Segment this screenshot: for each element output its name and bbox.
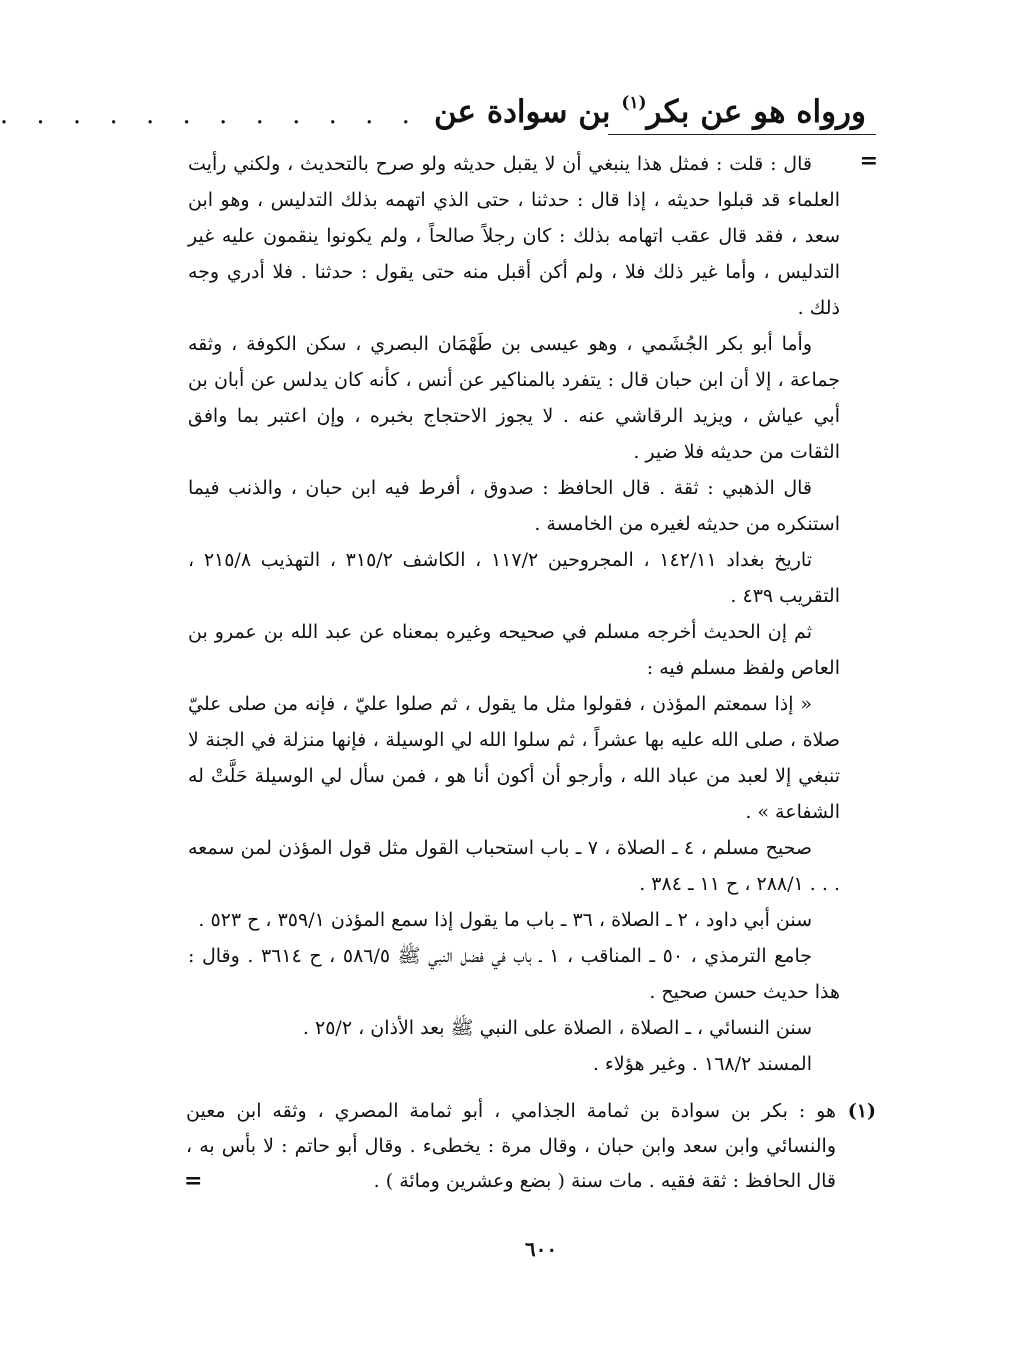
running-heading	[0, 78, 866, 130]
reference-tirmidhi: جامع الترمذي ، ٥٠ ـ المناقب ، ١ ـ باب في فضل النبي ﷺ ٥٨٦/٥ ، ح ٣٦١٤ . وقال : هذا حديث حسن صحيح .	[188, 945, 840, 1003]
continuation-mark-top: =	[859, 148, 878, 174]
footnotes	[186, 1094, 876, 1199]
paragraph-4: تاريخ بغداد ١٤٢/١١ ، المجروحين ١١٧/٢ ، الكاشف ٣١٥/٢ ، التهذيب ٢١٥/٨ ، التقريب ٤٣٩ .	[188, 549, 840, 607]
heading-rule	[608, 134, 876, 135]
heading-text	[434, 95, 866, 128]
footnote-1	[186, 1094, 876, 1199]
continuation-mark-bottom: =	[184, 1168, 203, 1194]
reference-muslim: صحيح مسلم ، ٤ ـ الصلاة ، ٧ ـ باب استحباب القول مثل قول المؤذن لمن سمعه . . . ٢٨٨/١ ، ح ١١ ـ ٣٨٤ .	[188, 837, 840, 895]
footnote-text: هو : بكر بن سوادة بن ثمامة الجذامي ، أبو ثمامة المصري ، وثقه ابن معين والنسائي وابن سعد وابن حبان ، وقال مرة : يخطىء . وقال أبو حاتم : لا بأس به ، قال الحافظ : ثقة فقيه . مات سنة ( بضع وعشرين ومائة ) .	[186, 1100, 836, 1192]
paragraph-3: قال الذهبي : ثقة . قال الحافظ : صدوق ، أفرط فيه ابن حبان ، والذنب فيما استنكره من حديثه لغيره من الخامسة .	[188, 477, 840, 535]
reference-abu-dawud: سنن أبي داود ، ٢ ـ الصلاة ، ٣٦ ـ باب ما يقول إذا سمع المؤذن ٣٥٩/١ ، ح ٥٢٣ .	[198, 909, 812, 931]
heading-ellipsis-dots: . . . . . . . . . . . .	[0, 100, 420, 130]
paragraph-1: قال : قلت : فمثل هذا ينبغي أن لا يقبل حديثه ولو صرح بالتحديث ، ولكني رأيت العلماء قد قبلوا حديثه ، إذا قال : حدثنا ، حتى الذي اتهمه بذلك التدليس ، وهو ابن سعد ، فقد قال عقب اتهامه بذلك : كان رجلاً صالحاً ، ولم يكونوا ينقمون عليه غير التدليس ، وأما غير ذلك فلا ، ولم أكن أقبل منه حتى يقول : حدثنا . فلا أدري وجه ذلك .	[188, 153, 840, 319]
heading-tail: بن سوادة عن	[433, 94, 611, 130]
page-number: ٦٠٠	[524, 1237, 558, 1261]
footnote-number: (١)	[847, 1100, 876, 1122]
heading-main: ورواه هو عن بكر	[646, 94, 866, 130]
commentary-body	[188, 146, 840, 1082]
heading-footnote-marker: (١)	[621, 93, 647, 113]
reference-nasai: سنن النسائي ، ـ الصلاة ، الصلاة على النبي ﷺ بعد الأذان ، ٢٥/٢ .	[302, 1017, 812, 1039]
hadith-quote: « إذا سمعتم المؤذن ، فقولوا مثل ما يقول ، ثم صلوا عليّ ، فإنه من صلى عليّ صلاة ، صلى الله عليه بها عشراً ، ثم سلوا الله لي الوسيلة ، فإنها منزلة في الجنة لا تنبغي إلا لعبد من عباد الله ، وأرجو أن أكون أنا هو ، فمن سأل لي الوسيلة حَلَّتْ له الشفاعة » .	[188, 693, 840, 823]
paragraph-2: وأما أبو بكر الجُشَمي ، وهو عيسى بن طَهْمَان البصري ، سكن الكوفة ، وثقه جماعة ، إلا أن ابن حبان قال : يتفرد بالمناكير عن أنس ، كأنه كان يدلس عن أبان بن أبي عياش ، ويزيد الرقاشي عنه . لا يجوز الاحتجاج بخبره ، وإن اعتبر بما وافق الثقات من حديثه فلا ضير .	[188, 333, 840, 463]
reference-musnad: المسند ١٦٨/٢ . وغير هؤلاء .	[592, 1053, 812, 1075]
paragraph-5: ثم إن الحديث أخرجه مسلم في صحيحه وغيره بمعناه عن عبد الله بن عمرو بن العاص ولفظ مسلم فيه :	[188, 621, 840, 679]
